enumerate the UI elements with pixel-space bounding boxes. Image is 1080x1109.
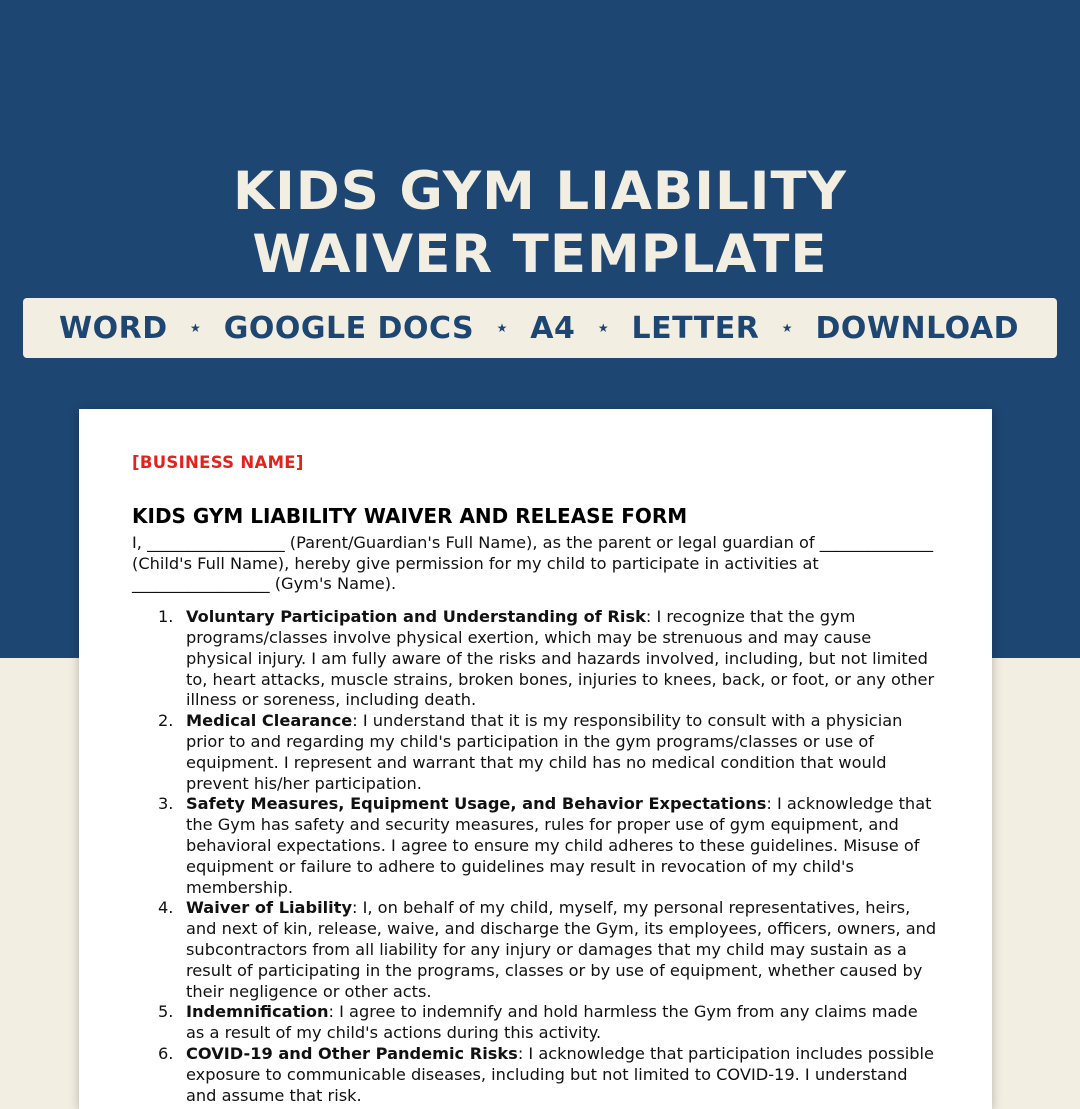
clause-heading: Voluntary Participation and Understanding of Risk	[186, 607, 646, 627]
intro-paragraph: I, _________________ (Parent/Guardian's Full Name), as the parent or legal guardian of ______________ (Child's Full Name), hereby give permission for my child to participate in activities at _________________ (Gym's Name).	[132, 532, 934, 594]
clause-number: 1.	[158, 607, 174, 627]
clause-number: 5.	[158, 1002, 174, 1022]
star-icon: ★	[781, 321, 794, 335]
format-word: WORD	[59, 310, 168, 346]
business-name-placeholder: [BUSINESS NAME]	[132, 453, 304, 472]
clause-item	[132, 607, 940, 711]
clause-heading: Medical Clearance	[186, 711, 353, 731]
clause-heading: Waiver of Liability	[186, 898, 353, 918]
clause-heading: COVID-19 and Other Pandemic Risks	[186, 1043, 518, 1063]
page-title	[0, 160, 1080, 286]
clause-item	[132, 1044, 940, 1106]
format-google-docs: GOOGLE DOCS	[223, 310, 475, 346]
star-icon: ★	[496, 321, 508, 335]
formats-bar	[23, 298, 1057, 358]
clause-heading: Indemnification	[186, 1002, 329, 1022]
clause-item	[132, 898, 940, 1002]
format-a4: A4	[530, 310, 576, 346]
title-line-2: WAIVER TEMPLATE	[252, 224, 828, 285]
clause-number: 4.	[158, 898, 174, 918]
title-line-1: KIDS GYM LIABILITY	[233, 161, 847, 222]
clause-text: : I recognize that the gym programs/classes involve physical exertion, which may be strenuous and may cause physical injury. I am fully aware of the risks and hazards involved, including, but not limited to, heart attacks, muscle strains, broken bones, injuries to knees, back, or foot, or any other illness or soreness, including death.	[186, 607, 935, 710]
clause-number: 3.	[158, 794, 174, 814]
form-title: KIDS GYM LIABILITY WAIVER AND RELEASE FORM	[132, 503, 688, 528]
star-icon: ★	[190, 321, 202, 335]
waiver-clauses	[132, 607, 940, 1106]
clause-item	[132, 711, 940, 794]
clause-item	[132, 1002, 940, 1044]
clause-number: 6.	[158, 1043, 174, 1063]
format-letter: LETTER	[631, 310, 760, 346]
clause-heading: Safety Measures, Equipment Usage, and Behavior Expectations	[186, 794, 767, 814]
clause-item	[132, 794, 940, 898]
format-download: DOWNLOAD	[815, 310, 1019, 346]
document-preview	[79, 409, 992, 1109]
clause-text: : I agree to indemnify and hold harmless the Gym from any claims made as a result of my child's actions during this activity.	[186, 1002, 918, 1043]
clause-text: : I, on behalf of my child, myself, my personal representatives, heirs, and next of kin, release, waive, and discharge the Gym, its employees, officers, owners, and subcontractors from all liability for any injury or damages that my child may sustain as a result of participating in the programs, classes or by use of equipment, whether caused by their negligence or other acts.	[186, 898, 937, 1001]
star-icon: ★	[597, 321, 610, 335]
clause-text: : I understand that it is my responsibility to consult with a physician prior to and regarding my child's participation in the gym programs/classes or use of equipment. I represent and warrant that my child has no medical condition that would prevent his/her participation.	[186, 711, 903, 793]
clause-text: : I acknowledge that participation includes possible exposure to communicable diseases, including but not limited to COVID-19. I understand and assume that risk.	[186, 1043, 935, 1105]
clause-number: 2.	[158, 711, 174, 731]
clause-text: : I acknowledge that the Gym has safety and security measures, rules for proper use of gym equipment, and behavioral expectations. I agree to ensure my child adheres to these guidelines. Misuse of equipment or failure to adhere to guidelines may result in revocation of my child's membership.	[186, 794, 932, 897]
